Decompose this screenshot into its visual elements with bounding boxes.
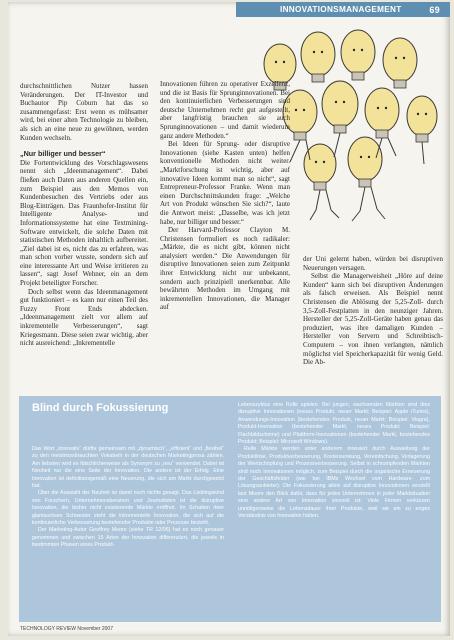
- text-column-3: [303, 255, 443, 367]
- paragraph: Der Harvard-Professor Clayton M. Christensen formuliert es noch radikaler: „Märkte, die es nicht gibt, können nicht analysiert werden.“ Die Anwendungen für disruptive Innovationen seien zum Zeitpunkt ihrer Entwicklung nicht nur unbekannt, sondern auch prinzipiell unerkennbar. Alle bewährten Methoden im Umgang mit inkrementellen Innovationen, die Manager auf: [160, 226, 290, 312]
- text-column-2: [160, 80, 290, 312]
- paragraph: Über die Auswahl der Neuheit ist damit noch nichts gesagt. Das Lieblingskind von Forschern, Unternehmensberatern und Journalisten ist die disruptive Innovation, die bisher nicht existierende Märkte eröffnet. Im Schatten ihrer glamourösen Schwester steht die inkrementelle Innovation, die sich auf die kontinuierliche Verbesserung bestehender Produkte oder Prozesse bezieht.: [32, 490, 224, 527]
- info-box: [19, 396, 441, 622]
- info-box-column-1: [32, 446, 224, 550]
- paragraph: Die Fortentwicklung des Vorschlagswesens nennt sich „Ideenmanagement“. Dabei fließen auch Daten aus anderen Quellen ein, zum Beispiel aus den Memos von Kundenbesuchen des Vertriebs oder aus Blog-Einträgen. Das Fraunhofer-Institut für Intelligente Analyse- und Informationssysteme hat eine Textmining-Software entwickelt, die solche Daten mit statistischen Methoden inhaltlich aufbereitet. „Ziel dabei ist es, nicht das zu erfahren, was man schon vorher wusste, sondern sich auf eine interessante Art und Weise irritieren zu lassen“, sagt Josef Wehner, ein an dem Projekt beteiligter Forscher.: [20, 158, 148, 288]
- info-box-column-2: [238, 402, 430, 521]
- paragraph: der Uni gelernt haben, würden bei disruptiven Neuerungen versagen.: [303, 255, 443, 272]
- paragraph: Bei Ideen für Sprung- oder disruptive Innovationen (siehe Kasten unten) helfen konventionelle Methoden nicht weiter. „Marktforschung ist wichtig, aber auf innovative Ideen kommt man so nicht“, sagt Entrepreneur-Professor Franke. Wenn man einen Durchschnittskunden frage: „Welche Art von Produkt wünschen Sie sich?“, laute die Antwort meist: „Dasselbe, was ich jetzt habe, nur billiger und besser.“: [160, 140, 290, 226]
- paragraph: Lebenszyklus eine Rolle spielen. Bei jungen, wachsenden Märkten sind dies disruptive Innovationen (neues Produkt, neuer Markt; Beispiel: Apple iTunes), Anwendungs-Innovation (bestehendes Produkt, neuer Markt; Beispiel: Viagra), Produkt-Innovation (bestehender Markt, neues Produkt; Beispiel: Flachbildschirme) und Plattform-Innovationen (bestehender Markt, bestehendes Produkt; Beispiel: Microsoft Windows).: [238, 402, 430, 446]
- page-footer: TECHNOLOGY REVIEW November 2007: [20, 626, 113, 632]
- text-column-1: [20, 82, 148, 348]
- paragraph: Innovationen führen zu operativer Exzellenz, und die ist Basis für Sprunginnovationen. Bei den kontinuierlichen Verbesserungen sind deutsche Unternehmen recht gut aufgestellt, aber langfristig brauchen sie auch Sprunginnovationen – und damit wiederum ganz andere Methoden.“: [160, 80, 290, 140]
- info-box-title: Blind durch Fokussierung: [32, 402, 169, 414]
- section-header: [236, 2, 450, 17]
- paragraph: Selbst die Managerweisheit „Höre auf deine Kunden“ kann sich bei disruptiven Änderungen als falsch erweisen. Als Beispiel nennt Christensen die Ablösung der 5,25-Zoll- durch 3,5-Zoll-Festplatten in den neunziger Jahren. Hersteller der 5,25-Zoll-Geräte haben genau das produziert, was ihre damaligen Kunden – Hersteller von Servern und Schreibtisch-Computern – von ihnen verlangten, nämlich möglichst viel Speicherkapazität für wenig Geld. Die Ab-: [303, 272, 443, 367]
- paragraph: Das Wort „innovativ“ dürfte gemeinsam mit „dynamisch“, „effizient“ und „flexibel“ zu den meistmissbrauchten Vokabeln in der deutschen Marketingprosa zählen. Am liebsten wird es fälschlicherweise als Synonym zu „neu“ verwendet. Dabei ist Neuheit nur die eine Seite der Innovation. Die andere ist der Erfolg. Eine Innovation ist definitionsgemäß eine Neuerung, die sich am Markt durchgesetzt hat.: [32, 446, 224, 490]
- subheading: „Nur billiger und besser“: [20, 149, 106, 159]
- section-title: INNOVATIONSMANAGEMENT: [280, 5, 402, 14]
- paragraph: Der Marketing-Autor Geoffrey Moore (siehe TR 12/06) hat es noch genauer genommen und zwischen 15 Arten der Innovation differenziert, die jeweils in bestimmten Phasen eines Produkt-: [32, 527, 224, 549]
- magazine-page: [8, 2, 450, 636]
- paragraph: durchschnittlichen Nutzer hassen Veränderungen. Der IT-Investor und Buchautor Pip Coburn hat das so zusammengefasst: Erst wenn es mühsamer wird, bei einer alten Technologie zu bleiben, als sich an eine neue zu gewöhnen, werden Kunden wechseln.: [20, 82, 148, 142]
- paragraph: Reife Märkte werden unter anderem innoviert durch Ausweitung der Produktlinie, Produktverbesserung, Kostensenkung, Vereinfachung, Verlagerung der Wertschöpfung und Prozessverbesserung. Selbst in schrumpfenden Märkten sind noch Innovationen möglich, zum Beispiel durch die organische Erneuerung der Geschäftsfelder (wie bei IBMs Wechsel vom Hardware- zum Lösungsanbieter). Die Fokussierung allein auf disruptive Innovationen verstellt laut Moore den Blick dafür, dass für jedes Unternehmen in jeder Marktsituation eine andere Art von Innovation sinnvoll ist: Viele Firmen verkürzen unnötigerweise die Lebensdauer ihrer Produkte, weil sie ein zu enges Verständnis von Innovation hätten.: [238, 446, 430, 520]
- paragraph: Doch selbst wenn das Ideenmanagement gut funktioniert – es kann nur einen Teil des Fuzzy Front Ends abdecken. „Ideenmanagement zielt vor allem auf inkrementelle Verbesserungen“, sagt Kriegesmann. Diese seien zwar wichtig, aber nicht ausreichend: „Inkrementelle: [20, 287, 148, 348]
- page-number: 69: [429, 4, 440, 15]
